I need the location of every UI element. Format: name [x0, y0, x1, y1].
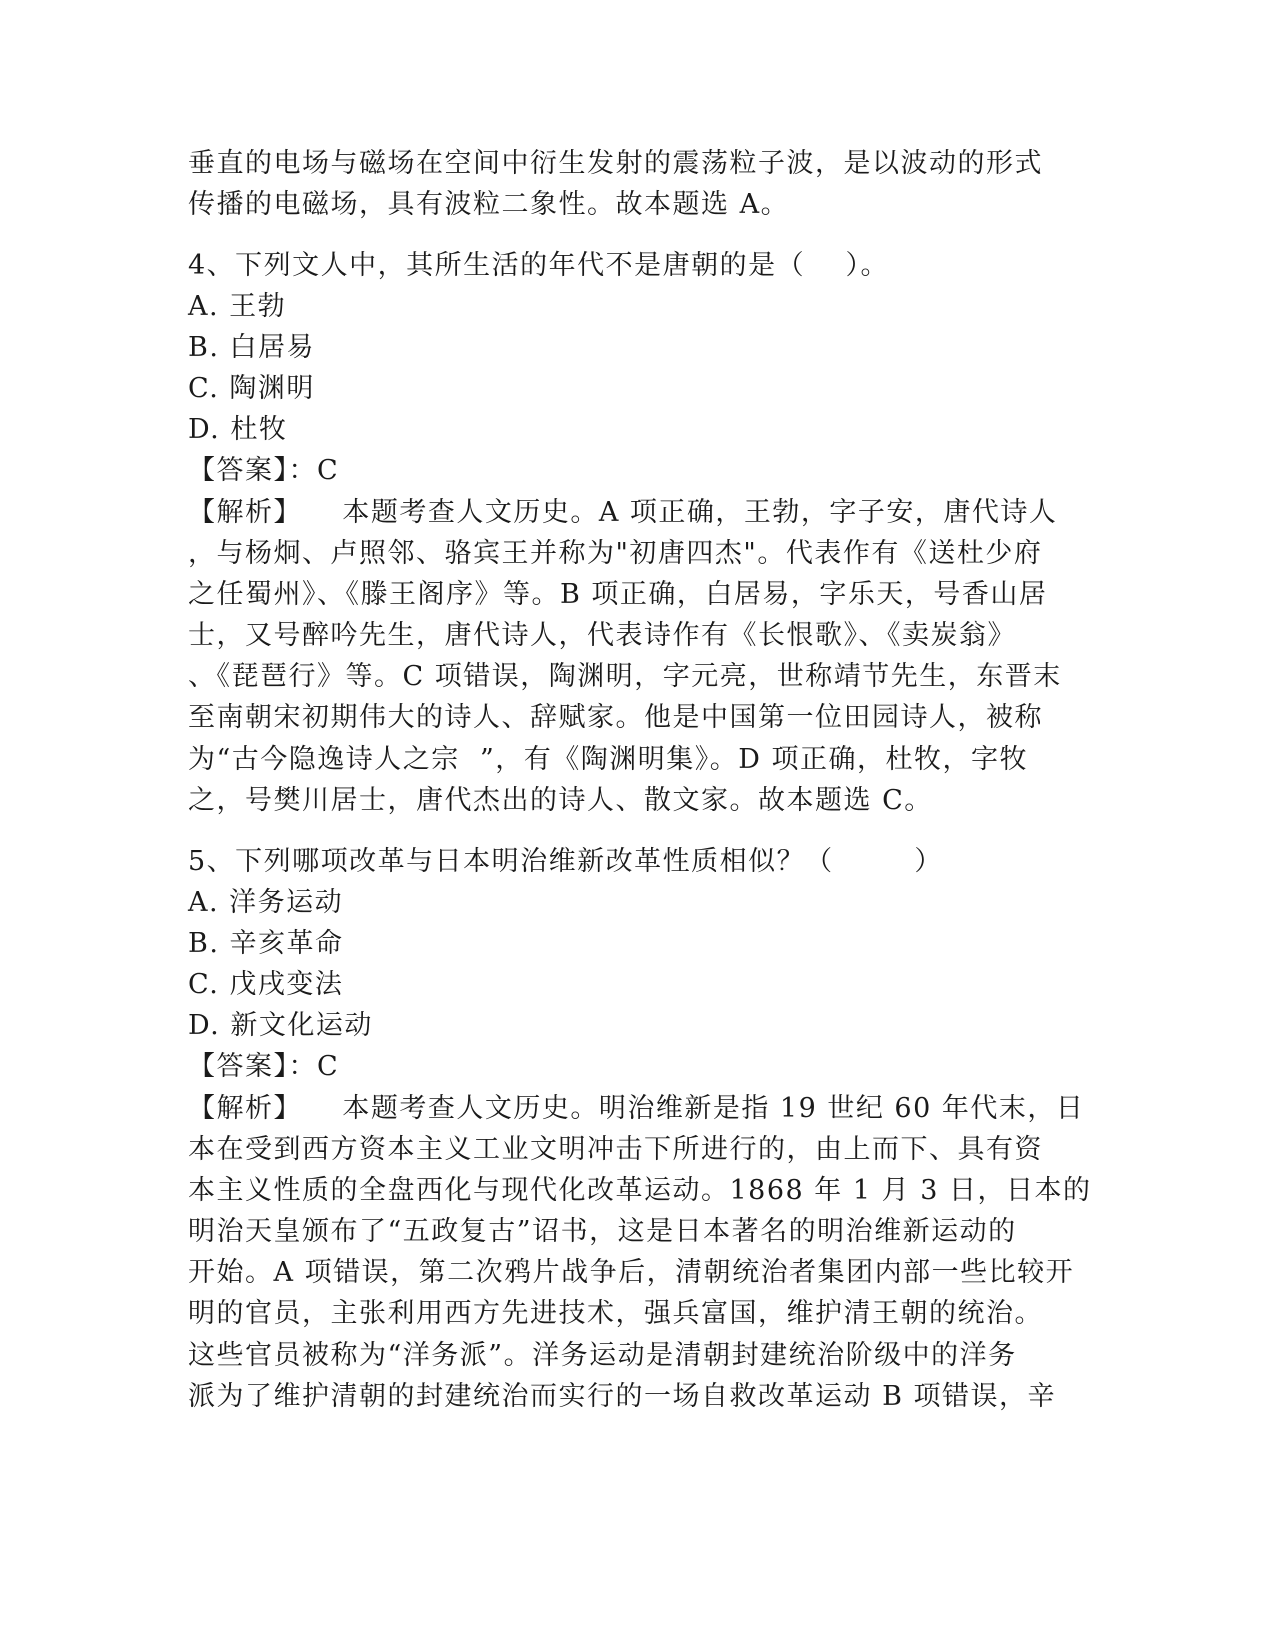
question-4-analysis-line: 至南朝宋初期伟大的诗人、辞赋家。他是中国第一位田园诗人，被称 [188, 702, 1043, 733]
analysis-line: 垂直的电场与磁场在空间中衍生发射的震荡粒子波，是以波动的形式 [188, 148, 1043, 179]
question-4-answer: 【答案】：C [188, 455, 340, 486]
analysis-line: 传播的电磁场，具有波粒二象性。故本题选 A。 [188, 189, 790, 220]
question-5-analysis-line: 本在受到西方资本主义工业文明冲击下所进行的，由上而下、具有资 [188, 1134, 1043, 1165]
question-4-analysis-line: 之任蜀州》、《滕王阁序》等。B 项正确，白居易，字乐天，号香山居 [188, 579, 1048, 610]
question-5-analysis-line: 明的官员，主张利用西方先进技术，强兵富国，维护清王朝的统治。 [188, 1298, 1043, 1329]
question-5-option-a: A. 洋务运动 [188, 887, 344, 918]
question-5-analysis-line: 明治天皇颁布了“五政复古”诏书，这是日本著名的明治维新运动的 [188, 1216, 1017, 1247]
question-5-analysis-line: 本主义性质的全盘西化与现代化改革运动。1868 年 1 月 3 日，日本的 [188, 1175, 1092, 1206]
question-4-stem: 4、下列文人中，其所生活的年代不是唐朝的是（ ）。 [188, 250, 890, 281]
question-5-answer: 【答案】：C [188, 1051, 340, 1082]
question-5-analysis-line: 这些官员被称为“洋务派”。洋务运动是清朝封建统治阶级中的洋务 [188, 1340, 1017, 1371]
question-5-option-b: B. 辛亥革命 [188, 928, 344, 959]
question-4-analysis-line: 为“古今隐逸诗人之宗 ”，有《陶渊明集》。D 项正确，杜牧，字牧 [188, 744, 1029, 775]
question-4-analysis-line: 士，又号醉吟先生，唐代诗人，代表诗作有《长恨歌》、《卖炭翁》 [188, 620, 1016, 651]
question-4-option-c: C. 陶渊明 [188, 373, 315, 404]
question-4-analysis-line: 【解析】 本题考查人文历史。A 项正确，王勃，字子安，唐代诗人 [188, 497, 1058, 528]
question-4-option-d: D. 杜牧 [188, 414, 288, 445]
question-5-analysis-line: 开始。A 项错误，第二次鸦片战争后，清朝统治者集团内部一些比较开 [188, 1257, 1075, 1288]
question-4-analysis-line: ，与杨炯、卢照邻、骆宾王并称为"初唐四杰"。代表作有《送杜少府 [188, 538, 1043, 569]
question-5-analysis-line: 派为了维护清朝的封建统治而实行的一场自救改革运动 B 项错误，辛 [188, 1381, 1057, 1412]
question-4-analysis-line: 之，号樊川居士，唐代杰出的诗人、散文家。故本题选 C。 [188, 785, 933, 816]
question-5-stem: 5、下列哪项改革与日本明治维新改革性质相似？（ ） [188, 846, 943, 877]
question-5-option-c: C. 戊戌变法 [188, 969, 344, 1000]
question-5-analysis-line: 【解析】 本题考查人文历史。明治维新是指 19 世纪 60 年代末，日 [188, 1093, 1085, 1124]
question-4-analysis-line: 、《琵琶行》等。C 项错误，陶渊明，字元亮，世称靖节先生，东晋末 [188, 661, 1062, 692]
question-4-option-a: A. 王勃 [188, 291, 287, 322]
question-4-option-b: B. 白居易 [188, 332, 316, 363]
question-5-option-d: D. 新文化运动 [188, 1010, 373, 1041]
